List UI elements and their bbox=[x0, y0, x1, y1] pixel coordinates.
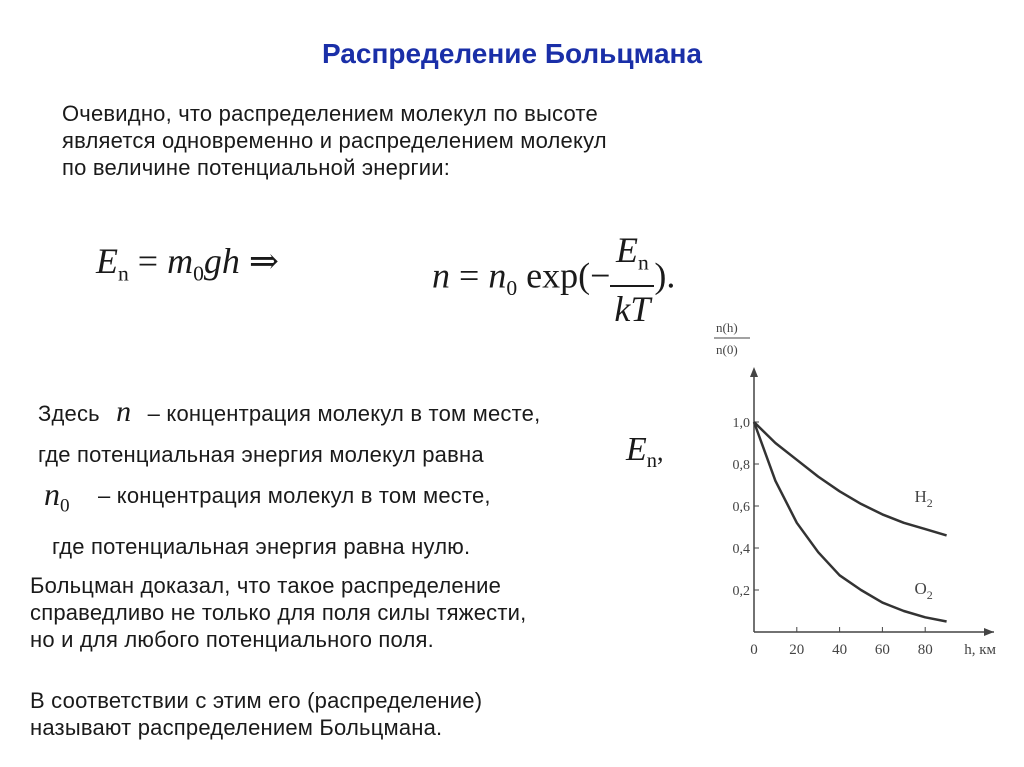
boltzmann-chart bbox=[700, 318, 1000, 668]
explanation-text: – концентрация молекул в том месте, bbox=[98, 483, 491, 508]
explanation-text: Здесь bbox=[38, 401, 100, 426]
formula-symbol: m bbox=[167, 241, 194, 281]
boltzmann-line: Больцман доказал, что такое распределение bbox=[30, 573, 502, 598]
y-tick-label: 0,2 bbox=[732, 584, 750, 599]
formula-subscript: n bbox=[646, 450, 657, 473]
formula-symbol: E bbox=[626, 431, 647, 468]
chart-ticks bbox=[733, 416, 933, 658]
formula-symbol: kT bbox=[614, 288, 651, 329]
series-label: $H_2$ bbox=[914, 486, 933, 510]
formula-close: ). bbox=[654, 255, 676, 296]
formula-subscript: n bbox=[118, 261, 129, 286]
boltzmann-line: справедливо не только для поля силы тяжести, bbox=[30, 600, 527, 625]
series-label: $O_2$ bbox=[914, 579, 933, 603]
explanation-line-4 bbox=[52, 533, 470, 560]
y-tick-label: 0,4 bbox=[732, 542, 750, 557]
formula-fraction bbox=[610, 228, 654, 331]
boltzmann-paragraph bbox=[30, 572, 526, 653]
series-line-h2 bbox=[754, 422, 947, 535]
page-title: Распределение Больцмана bbox=[322, 38, 702, 69]
formula-subscript: 0 bbox=[60, 495, 70, 517]
y-tick-label: 0,8 bbox=[732, 458, 750, 473]
explanation-text: где потенциальная энергия равна нулю. bbox=[52, 534, 471, 559]
implies-arrow: ⇒ bbox=[248, 241, 280, 281]
formula-operator: = bbox=[137, 241, 159, 281]
formula-symbol: gh bbox=[203, 241, 240, 281]
boltzmann-line: но и для любого потенциального поля. bbox=[30, 627, 434, 652]
formula-subscript: 0 bbox=[193, 261, 204, 286]
conclusion-line: В соответствии с этим его (распределение) bbox=[30, 688, 483, 713]
conclusion-line: называют распределением Больцмана. bbox=[30, 715, 443, 740]
y-axis-label-denominator: n(0) bbox=[716, 342, 738, 357]
explanation-line-2 bbox=[38, 441, 484, 468]
explanation-line-3 bbox=[98, 482, 491, 509]
formula-subscript: 0 bbox=[506, 276, 518, 301]
explanation-text: – концентрация молекул в том месте, bbox=[147, 401, 541, 426]
conclusion-paragraph bbox=[30, 687, 482, 741]
y-tick-label: 1,0 bbox=[732, 416, 750, 431]
explanation-line-1 bbox=[38, 395, 541, 428]
x-axis-label: h, км bbox=[964, 642, 996, 658]
fraction-denominator bbox=[610, 287, 654, 331]
explanation-text: где потенциальная энергия молекул равна bbox=[38, 442, 484, 467]
formula-symbol: n bbox=[432, 255, 450, 296]
chart-labels bbox=[714, 320, 997, 658]
y-tick-label: 0,6 bbox=[732, 500, 750, 515]
x-tick-label: 60 bbox=[874, 642, 890, 658]
formula-comma: , bbox=[656, 437, 664, 466]
formula-boltzmann bbox=[432, 228, 675, 331]
formula-symbol: n bbox=[488, 255, 507, 296]
intro-line: Очевидно, что распределением молекул по высоте bbox=[62, 101, 598, 126]
intro-line: по величине потенциальной энергии: bbox=[62, 155, 451, 180]
x-axis-arrow bbox=[984, 628, 994, 636]
y-axis-arrow bbox=[750, 367, 758, 377]
x-tick-label: 40 bbox=[832, 642, 848, 658]
formula-symbol: E bbox=[96, 241, 118, 281]
intro-paragraph bbox=[62, 100, 782, 181]
x-tick-label: 80 bbox=[917, 642, 933, 658]
intro-line: является одновременно и распределением молекул bbox=[62, 128, 607, 153]
formula-symbol: n bbox=[44, 476, 60, 512]
x-tick-label: 0 bbox=[750, 642, 758, 658]
fraction-numerator bbox=[610, 228, 654, 287]
inline-symbol-n: n bbox=[116, 395, 132, 428]
inline-symbol-en bbox=[626, 431, 663, 473]
formula-potential-energy bbox=[96, 240, 279, 287]
formula-exp: exp(− bbox=[526, 255, 611, 296]
formula-subscript: n bbox=[637, 250, 649, 275]
formula-operator: = bbox=[459, 255, 480, 296]
inline-symbol-n0 bbox=[44, 476, 70, 518]
y-axis-label-numerator: n(h) bbox=[716, 320, 738, 335]
x-tick-label: 20 bbox=[789, 642, 805, 658]
formula-symbol: E bbox=[615, 230, 638, 270]
